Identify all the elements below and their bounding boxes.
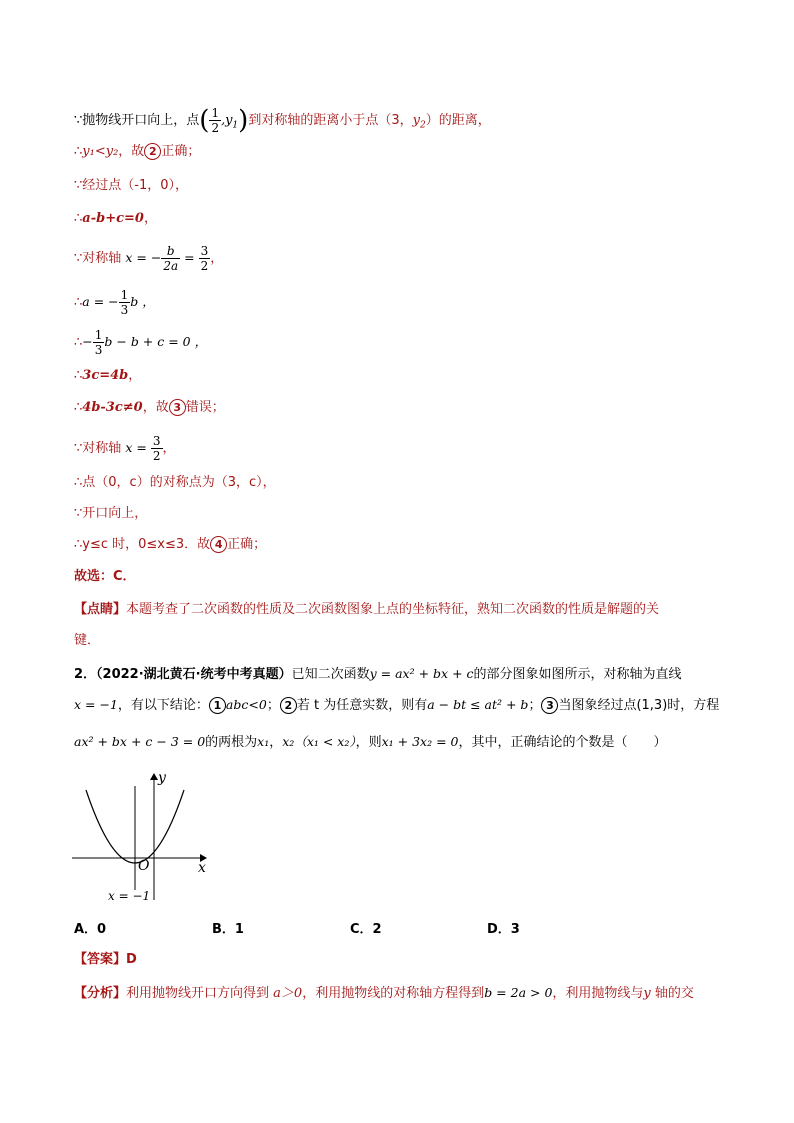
line-1: ∵抛物线开口向上，点( $\frac{1}{2}$ $,y_1$)到对称轴的距离小于点（3，$y_2$）的距离， xyxy=(74,105,491,136)
circled-number-2b: 2 xyxy=(280,697,297,714)
analysis-line: 【分析】利用抛物线开口方向得到 a＞0，利用抛物线的对称轴方程得到b = 2a > 0，利用抛物线与y 轴的交 xyxy=(74,985,694,1001)
note-line-1: 【点睛】本题考查了二次函数的性质及二次函数图象上点的坐标特征，熟知二次函数的性质是解题的关 xyxy=(74,602,660,617)
origin-label: O xyxy=(138,858,150,874)
choice-a[interactable]: A．0 xyxy=(74,922,107,937)
line-2: ∴y₁<y₂，故 2 正确； xyxy=(74,144,201,159)
circled-number-3b: 3 xyxy=(541,697,558,714)
choice-b[interactable]: B．1 xyxy=(212,922,244,937)
choice-d[interactable]: D．3 xyxy=(487,922,520,937)
circled-number-4: 4 xyxy=(210,536,227,553)
circled-number-3: 3 xyxy=(169,399,186,416)
line-9: ∴4b-3c≠0，故 3 错误； xyxy=(74,400,225,415)
line-7: ∴− $\frac{1}{3}$ b − b + c = 0 ， xyxy=(74,328,208,357)
circled-number-2: 2 xyxy=(144,143,161,160)
line-10: ∵对称轴 x = $\frac{3}{2}$ ， xyxy=(74,434,176,463)
line-13: ∴y≤c 时，0≤x≤3．故 4 正确； xyxy=(74,537,267,552)
line-11: ∴点（0，c）的对称点为（3，c）， xyxy=(74,475,276,490)
fraction-three-halves: $\frac{3}{2}$ xyxy=(200,244,209,273)
fraction-b-over-2a: $\frac{b}{2a}$ xyxy=(163,244,179,273)
fraction-half: $\frac{1}{2}$ xyxy=(211,106,220,135)
circled-number-1: 1 xyxy=(209,697,226,714)
line-8: ∴3c=4b， xyxy=(74,368,142,383)
q2-line-1: 2．（2022·湖北黄石·统考中考真题）已知二次函数y = ax² + bx + c的部分图象如图所示，对称轴为直线 xyxy=(74,666,682,682)
symmetry-axis-label: x = −1 xyxy=(108,889,151,903)
line-4: ∴a-b+c=0， xyxy=(74,211,157,226)
answer-choices xyxy=(74,918,634,938)
line-6: ∴a = − $\frac{1}{3}$ b ， xyxy=(74,288,155,317)
y-axis-label: y xyxy=(158,770,166,786)
q2-line-2: x = −1，有以下结论： 1 abc<0； 2 若 t 为任意实数，则有a − bt ≤ at² + b； 3 当图象经过点(1,3)时，方程 xyxy=(74,697,720,713)
q2-line-3: ax² + bx + c − 3 = 0的两根为x₁，x₂（x₁ < x₂），则x₁ + 3x₂ = 0，其中，正确结论的个数是（ ） xyxy=(74,734,667,750)
fraction-one-third: $\frac{1}{3}$ xyxy=(120,288,129,317)
fraction-one-third-b: $\frac{1}{3}$ xyxy=(94,328,103,357)
fraction-three-halves-2: $\frac{3}{2}$ xyxy=(152,434,161,463)
choice-c[interactable]: C．2 xyxy=(350,922,382,937)
answer-line: 【答案】D xyxy=(74,952,137,967)
parabola-graph xyxy=(66,768,216,908)
line-3: ∵经过点（-1，0）， xyxy=(74,178,189,193)
line-14: 故选：C． xyxy=(74,569,136,584)
line-12: ∵开口向上， xyxy=(74,506,148,521)
line-5: ∵对称轴 x = − $\frac{b}{2a}$ = $\frac{3}{2}$ ， xyxy=(74,244,224,273)
note-line-2: 键． xyxy=(74,633,101,648)
x-axis-label: x xyxy=(198,860,206,876)
